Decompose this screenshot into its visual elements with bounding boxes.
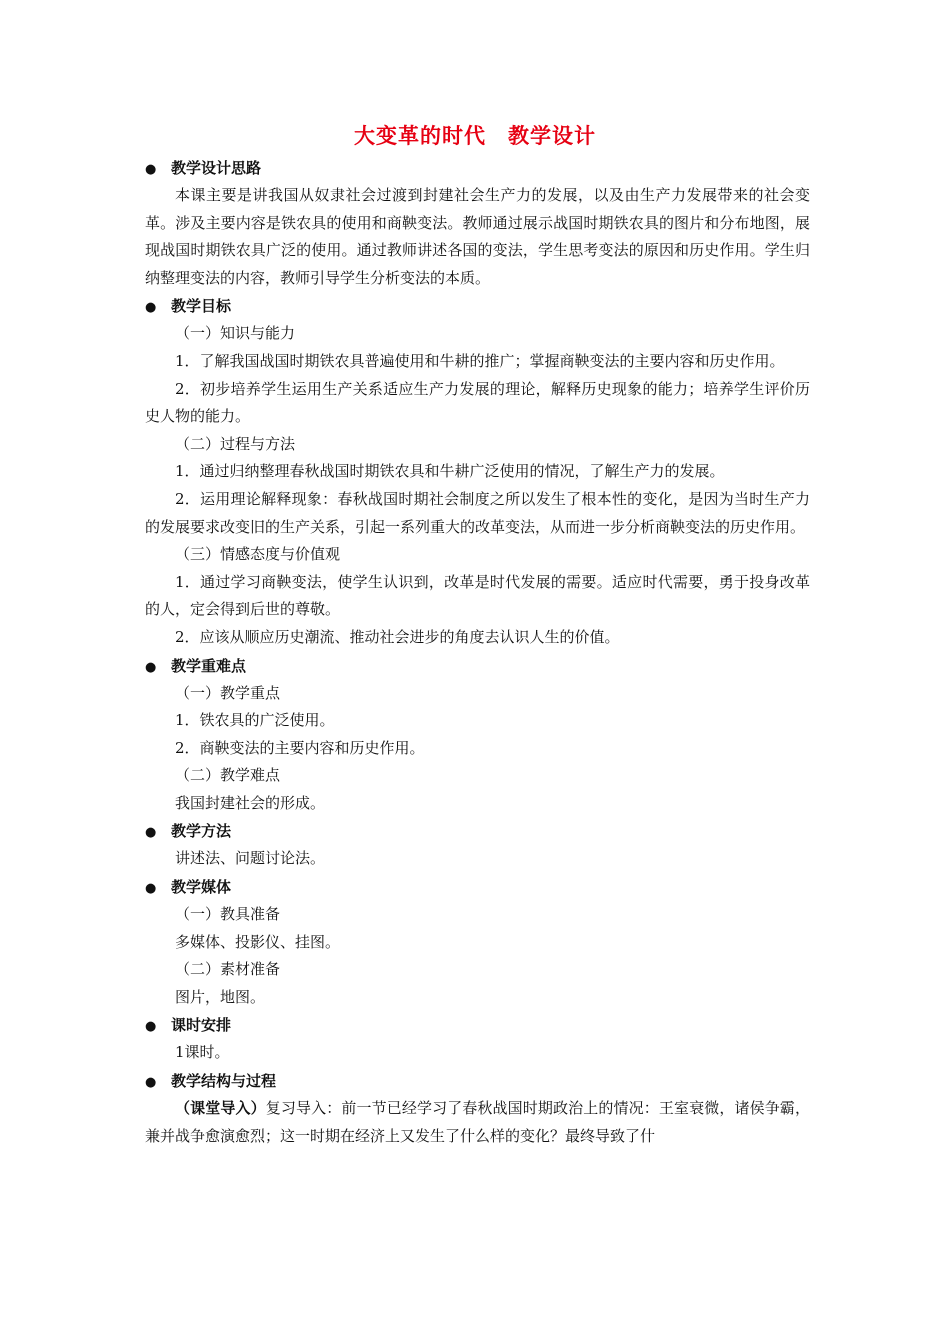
subheading: （一）教具准备: [175, 905, 281, 924]
section-heading-key-points: [145, 652, 810, 680]
paragraph: 1．通过归纳整理春秋战国时期铁农具和牛耕广泛使用的情况，了解生产力的发展。: [175, 462, 725, 481]
heading-text: 教学重难点: [171, 656, 247, 675]
bullet-icon: ●: [145, 1075, 157, 1091]
bullet-icon: ●: [145, 825, 157, 841]
bullet-icon: ●: [145, 881, 157, 897]
section-heading-structure: [145, 1067, 810, 1095]
section-heading-media: [145, 873, 810, 901]
paragraph: 2．初步培养学生运用生产关系适应生产力发展的理论，解释历史现象的能力；培养学生评价历史人物的能力。: [145, 379, 810, 426]
subheading: （二）素材准备: [175, 960, 281, 979]
paragraph: 2．应该从顺应历史潮流、推动社会进步的角度去认识人生的价值。: [175, 627, 620, 646]
bullet-icon: ●: [145, 300, 157, 316]
bullet-icon: ●: [145, 162, 157, 177]
section-heading-methods: [145, 817, 810, 845]
bullet-icon: ●: [145, 659, 157, 675]
paragraph: 讲述法、问题讨论法。: [175, 849, 326, 868]
subheading: （三）情感态度与价值观: [175, 545, 341, 564]
paragraph: [145, 1095, 810, 1150]
paragraph: 1．铁农具的广泛使用。: [175, 711, 335, 730]
paragraph: 1．了解我国战国时期铁农具普遍使用和牛耕的推广；掌握商鞅变法的主要内容和历史作用。: [175, 351, 785, 370]
heading-text: 教学结构与过程: [171, 1072, 277, 1091]
paragraph: 本课主要是讲我国从奴隶社会过渡到封建社会生产力的发展，以及由生产力发展带来的社会变革。涉及主要内容是铁农具的使用和商鞅变法。教师通过展示战国时期铁农具的图片和分布地图，展现战国时期铁农具广泛的使用。通过教师讲述各国的变法，学生思考变法的原因和历史作用。学生归纳整理变法的内容，教师引导学生分析变法的本质。: [145, 186, 810, 287]
section-heading-design-idea: [145, 154, 810, 182]
paragraph: 2．运用理论解释现象：春秋战国时期社会制度之所以发生了根本性的变化，是因为当时生产力的发展要求改变旧的生产关系，引起一系列重大的改革变法，从而进一步分析商鞅变法的历史作用。: [145, 489, 810, 536]
heading-text: 教学媒体: [171, 878, 232, 897]
paragraph: 我国封建社会的形成。: [175, 793, 326, 812]
subheading: （二）教学难点: [175, 766, 281, 785]
paragraph: 1课时。: [175, 1043, 230, 1062]
paragraph: 2．商鞅变法的主要内容和历史作用。: [175, 738, 425, 757]
document-body: [145, 154, 810, 1150]
subheading: （一）知识与能力: [175, 324, 296, 343]
bullet-icon: ●: [145, 1019, 157, 1035]
section-heading-objectives: [145, 292, 810, 320]
paragraph: 1．通过学习商鞅变法，使学生认识到，改革是时代发展的需要。适应时代需要，勇于投身改革的人，定会得到后世的尊敬。: [145, 572, 810, 619]
heading-text: 教学方法: [171, 822, 232, 841]
heading-text: 课时安排: [171, 1016, 232, 1035]
subheading: （二）过程与方法: [175, 434, 296, 453]
lead-in-label: （课堂导入）: [175, 1099, 266, 1118]
paragraph: 图片，地图。: [175, 987, 266, 1006]
heading-text: 教学目标: [171, 297, 232, 316]
subheading: （一）教学重点: [175, 683, 281, 702]
document-title: 大变革的时代 教学设计: [354, 124, 596, 148]
paragraph-text: 复习导入：前一节已经学习了春秋战国时期政治上的情况：王室衰微，诸侯争霸，兼并战争愈演愈烈；这一时期在经济上又发生了什么样的变化？最终导致了什: [145, 1099, 810, 1145]
section-heading-schedule: [145, 1011, 810, 1039]
paragraph: 多媒体、投影仪、挂图。: [175, 932, 341, 951]
heading-text: 教学设计思路: [171, 159, 262, 177]
